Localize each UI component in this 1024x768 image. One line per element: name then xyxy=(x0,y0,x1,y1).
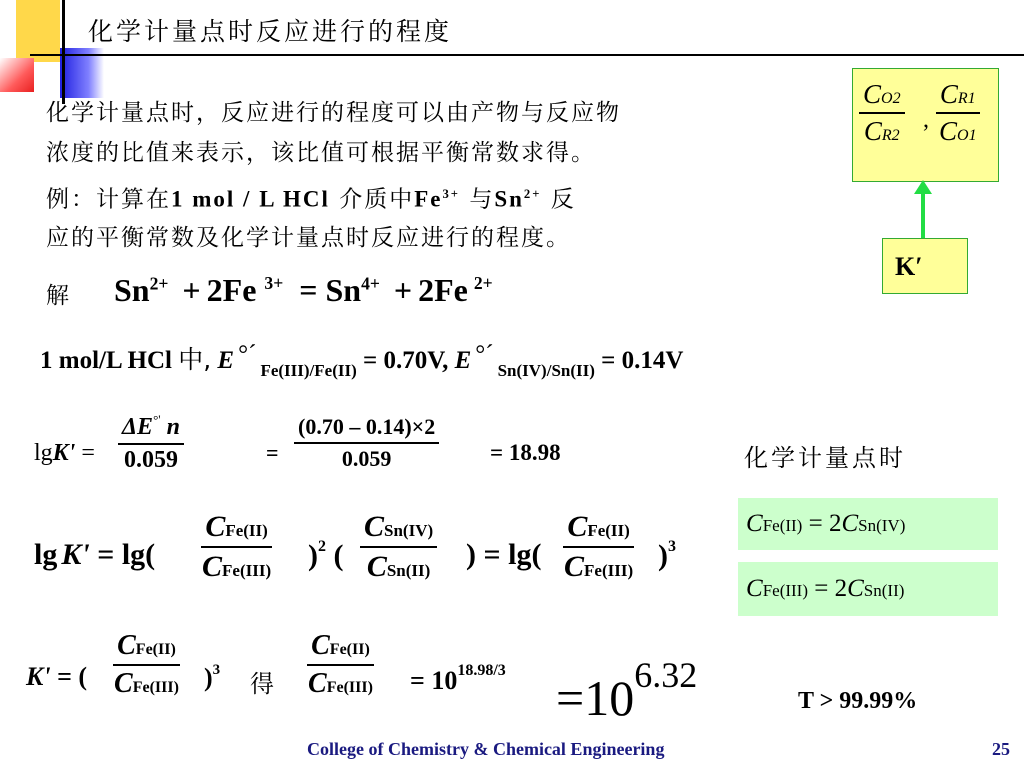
close-paren: ) xyxy=(308,539,318,572)
sub-r2: R2 xyxy=(881,127,900,144)
decor-vertical-line xyxy=(62,0,65,104)
fe3-sub-4: Fe(III) xyxy=(326,679,373,696)
decor-red-square xyxy=(0,58,34,92)
lg-open-2: lg( xyxy=(508,538,542,571)
reactant-fe: Fe xyxy=(222,272,257,308)
sub-fe2: Fe(II) xyxy=(762,516,803,535)
denominator: 0.059 xyxy=(123,447,178,473)
ratio-box xyxy=(852,68,999,182)
product-fe-charge: 2+ xyxy=(473,273,493,294)
close-paren-3: ) xyxy=(658,539,668,572)
close-squared xyxy=(308,538,344,573)
c-num-2: C xyxy=(364,510,385,543)
eq-sign-3: = xyxy=(97,538,115,571)
exp-2: 2 xyxy=(318,538,326,555)
c-o2: C xyxy=(863,79,882,109)
footer-text: College of Chemistry & Chemical Engineering xyxy=(307,739,665,759)
c-num-5: C xyxy=(311,630,330,661)
reactant-sn-charge: 2+ xyxy=(149,273,169,294)
fe-charge: 3+ xyxy=(442,187,461,201)
open-paren-2: ( xyxy=(78,662,88,691)
c-symbol-2: C xyxy=(841,510,859,537)
k-prime-3: K' xyxy=(26,662,51,691)
decor-yellow-square xyxy=(16,0,60,62)
c-den-5: C xyxy=(308,668,327,699)
final-frac xyxy=(110,630,183,700)
medium: 1 mol/L HCl xyxy=(40,347,172,374)
calc-denominator: 0.059 xyxy=(341,446,392,471)
n-symbol: n xyxy=(166,414,180,440)
ratio-frac-1 xyxy=(859,79,905,147)
k-box: K′ xyxy=(882,238,968,294)
example-end: 反 xyxy=(541,186,576,213)
c-den-2: C xyxy=(366,550,387,583)
standard-symbol-1: °´ xyxy=(238,341,257,368)
sub-sn4: Sn(IV) xyxy=(858,516,906,535)
t-value: T > 99.99% xyxy=(798,688,918,714)
k-prime-2: K' xyxy=(61,538,90,571)
big-exponent: 6.32 xyxy=(634,655,698,695)
eq-sign-4: = xyxy=(483,538,501,571)
slide-title: 化学计量点时反应进行的程度 xyxy=(88,17,453,46)
title-underline xyxy=(30,54,1024,56)
plus-sign-2: + xyxy=(393,272,413,308)
fe3-sub: Fe(III) xyxy=(222,561,272,580)
couple-sn: Sn(IV)/Sn(II) xyxy=(497,361,595,380)
lg-text: lg xyxy=(34,440,53,466)
relation-fe2-sn4 xyxy=(738,498,998,550)
example-line-2: 应的平衡常数及化学计量点时反应进行的程度。 xyxy=(46,225,571,251)
solution-label: 解 xyxy=(46,283,71,309)
eq-ten-big: =10 xyxy=(556,670,635,726)
fe2-sub-4: Fe(II) xyxy=(329,641,370,658)
final-result xyxy=(556,654,697,727)
final-power xyxy=(410,662,506,696)
sn2-sub: Sn(II) xyxy=(386,561,431,580)
relation-fe3-sn2 xyxy=(738,562,998,616)
product-fe: Fe xyxy=(434,272,468,308)
sub-o2: O2 xyxy=(881,90,901,107)
e-symbol-2: E xyxy=(454,347,472,374)
k-prime: K' xyxy=(52,440,76,466)
eq-sign: = xyxy=(81,440,95,466)
c-r1: C xyxy=(939,79,958,109)
c-num-4: C xyxy=(117,630,136,661)
eq-sign-2: = xyxy=(266,440,279,465)
frac-fe-2 xyxy=(560,510,637,584)
c-num: C xyxy=(205,510,226,543)
fe2-sub-3: Fe(II) xyxy=(135,641,176,658)
up-arrow-icon xyxy=(908,180,938,242)
value-sn: = 0.14V xyxy=(601,347,684,374)
frac-fe xyxy=(198,510,275,584)
sub-r1: R1 xyxy=(957,90,976,107)
c-symbol-3: C xyxy=(746,575,763,602)
sub-o1: O1 xyxy=(957,127,977,144)
exp-3-2: 3 xyxy=(212,662,221,678)
c-den-3: C xyxy=(564,550,585,583)
c-r2: C xyxy=(863,116,882,146)
stoich-label: 化学计量点时 xyxy=(744,444,906,472)
big-lgk-lhs xyxy=(34,538,155,572)
sub-sn2: Sn(II) xyxy=(863,581,905,600)
exponent: 18.98/3 xyxy=(457,662,506,679)
delta-sup: °' xyxy=(153,412,161,427)
example-line xyxy=(46,178,576,216)
product-sn-charge: 4+ xyxy=(361,273,380,294)
lg-open: lg( xyxy=(121,538,156,571)
lg-text-2: lg xyxy=(34,538,58,571)
de-label: 得 xyxy=(250,670,274,698)
c-symbol-4: C xyxy=(847,575,864,602)
fe2-sub-2: Fe(II) xyxy=(587,521,630,540)
reactant-sn: Sn xyxy=(114,272,150,308)
eq-two-2: = 2 xyxy=(814,575,848,602)
reactant-fe-charge: 3+ xyxy=(264,273,284,294)
close-paren-2: ) xyxy=(466,538,476,571)
open-paren: ( xyxy=(333,539,344,572)
c-den: C xyxy=(202,550,223,583)
sub-fe3: Fe(III) xyxy=(762,581,808,600)
example-and: 与 xyxy=(460,186,495,213)
couple-fe: Fe(III)/Fe(II) xyxy=(260,361,357,380)
example-mid: 介质中 xyxy=(329,186,415,213)
intro-line-1: 化学计量点时，反应进行的程度可以由产物与反应物 xyxy=(46,100,621,126)
lgk-fraction xyxy=(118,412,184,474)
example-prefix: 例：计算在 xyxy=(46,186,171,213)
delta-e: ΔE xyxy=(122,414,154,440)
coef: 2 xyxy=(206,272,223,308)
c-symbol: C xyxy=(746,510,763,537)
lgk-lhs xyxy=(34,440,95,467)
plus-sign: + xyxy=(182,272,201,308)
page-number: 25 xyxy=(992,739,1010,759)
exp-3: 3 xyxy=(668,538,676,555)
ratio-comma: , xyxy=(923,107,929,133)
lgk-result: = 18.98 xyxy=(490,440,561,465)
potential-line xyxy=(40,340,683,381)
sn-charge: 2+ xyxy=(523,187,542,201)
standard-symbol-2: °´ xyxy=(475,341,494,368)
close-paren-4: ) xyxy=(204,663,213,692)
final-close xyxy=(204,662,220,693)
calc-fraction xyxy=(294,414,439,472)
sn-ion: Sn xyxy=(494,186,524,212)
reaction-equation xyxy=(114,272,493,309)
e-symbol-1: E xyxy=(217,347,235,374)
example-conc: 1 mol / L HCl xyxy=(171,186,330,212)
sn4-sub: Sn(IV) xyxy=(384,521,434,540)
ratio-frac-2 xyxy=(935,79,981,147)
fe2-sub: Fe(II) xyxy=(225,521,268,540)
coef-2: 2 xyxy=(418,272,435,308)
fe-ion: Fe xyxy=(414,186,443,212)
eq-two: = 2 xyxy=(808,510,842,537)
intro-line-2: 浓度的比值来表示，该比值可根据平衡常数求得。 xyxy=(46,140,596,166)
c-o1: C xyxy=(939,116,958,146)
final-k-lhs xyxy=(26,662,87,692)
eq-sign-5: = xyxy=(57,662,72,691)
middle-equals xyxy=(466,538,541,572)
c-num-3: C xyxy=(567,510,588,543)
fe3-sub-2: Fe(III) xyxy=(584,561,634,580)
frac-sn xyxy=(360,510,437,584)
medium-suffix: 中, xyxy=(178,345,212,374)
final-frac-2 xyxy=(304,630,377,700)
equals-sign: = xyxy=(299,272,318,308)
fe3-sub-3: Fe(III) xyxy=(132,679,179,696)
value-fe: = 0.70V, xyxy=(363,347,449,374)
calc-numerator: (0.70 – 0.14)×2 xyxy=(294,414,439,444)
close-cubed xyxy=(658,538,676,573)
eq-ten: = 10 xyxy=(410,666,458,695)
product-sn: Sn xyxy=(325,272,362,308)
c-den-4: C xyxy=(114,668,133,699)
